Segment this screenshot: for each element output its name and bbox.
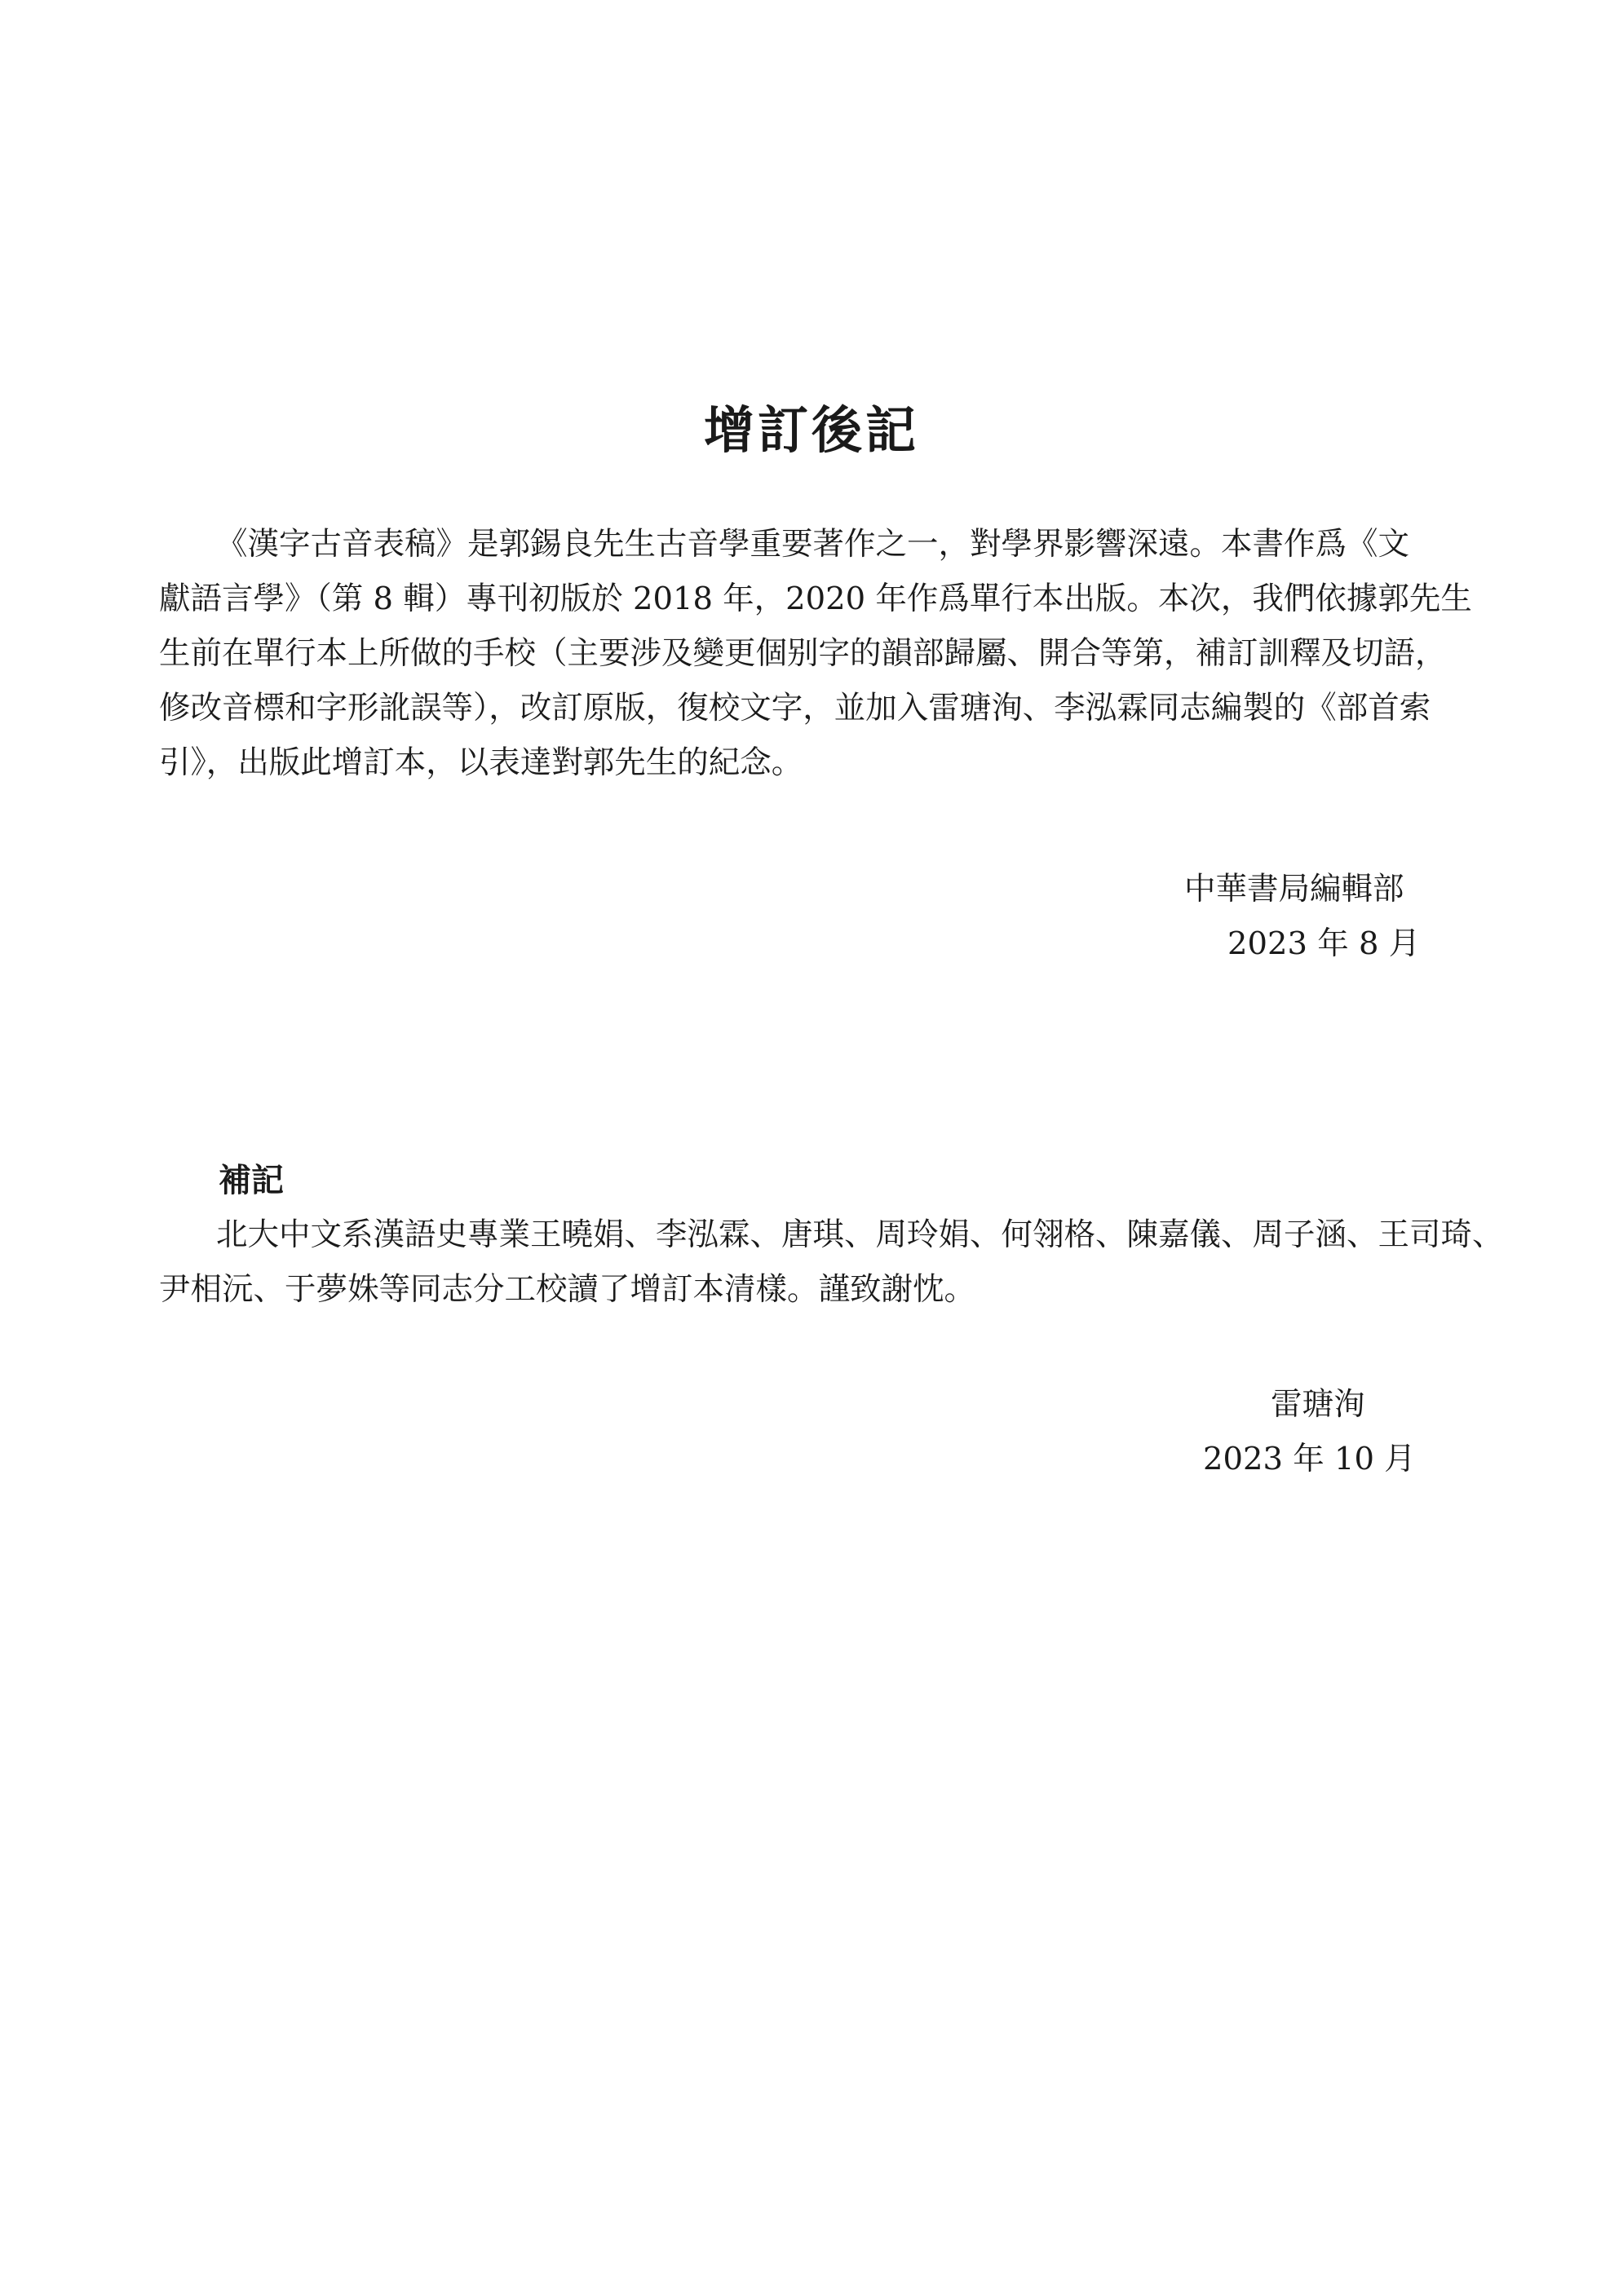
afterword-signature: 中華書局編輯部 xyxy=(1184,871,1404,907)
supplement-date: 2023 年 10 月 xyxy=(1203,1441,1416,1477)
supplement-signature: 雷瑭洵 xyxy=(1271,1386,1365,1423)
paragraph-line: 獻語言學》（第 8 輯）專刊初版於 2018 年，2020 年作爲單行本出版。本次，我們依據郭先生 xyxy=(159,581,1472,617)
paragraph-line: 引》，出版此增訂本，以表達對郭先生的紀念。 xyxy=(159,744,803,781)
paragraph-line: 《漢字古音表稿》是郭錫良先生古音學重要著作之一，對學界影響深遠。本書作爲《文 xyxy=(216,526,1410,563)
page-title: 增訂後記 xyxy=(703,400,919,460)
paragraph-line: 生前在單行本上所做的手校（主要涉及變更個别字的韻部歸屬、開合等第，補訂訓釋及切語， xyxy=(159,635,1447,672)
supplement-heading: 補記 xyxy=(219,1162,284,1199)
paragraph-line: 北大中文系漢語史專業王曉娟、李泓霖、唐琪、周玲娟、何翎格、陳嘉儀、周子涵、王司琦、 xyxy=(216,1216,1504,1253)
paragraph-line: 修改音標和字形訛誤等），改訂原版，復校文字，並加入雷瑭洵、李泓霖同志編製的《部首索 xyxy=(159,690,1431,726)
paragraph-line: 尹相沅、于夢姝等同志分工校讀了增訂本清樣。謹致謝忱。 xyxy=(159,1271,976,1308)
afterword-date: 2023 年 8 月 xyxy=(1227,925,1421,962)
